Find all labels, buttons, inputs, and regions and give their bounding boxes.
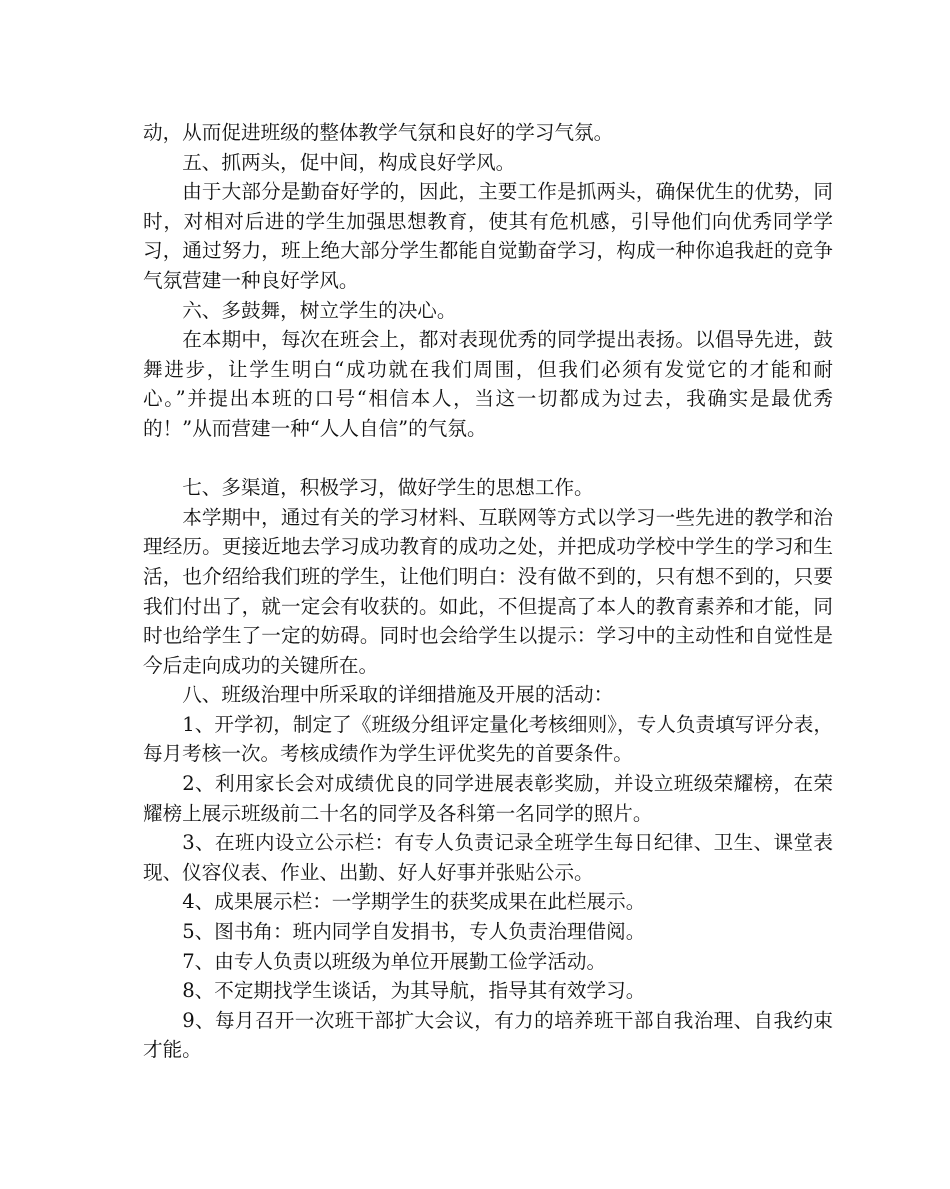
- paragraph-section-6: 在本期中，每次在班会上，都对表现优秀的同学提出表扬。以倡导先进，鼓舞进步，让学生明白“成功就在我们周围，但我们必须有发觉它的才能和耐心。”并提出本班的口号“相信本人，当这一切都成为过去，我确实是最优秀的！”从而营建一种“人人自信”的气氛。: [143, 328, 833, 440]
- section-heading-5: 五、抓两头，促中间，构成良好学风。: [182, 150, 516, 174]
- list-item-7: 7、由专人负责以班级为单位开展勤工俭学活动。: [182, 949, 607, 973]
- section-heading-6: 六、多鼓舞，树立学生的决心。: [182, 298, 457, 322]
- list-item-8: 8、不定期找学生谈话，为其导航，指导其有效学习。: [182, 979, 646, 1003]
- list-item-9: 9、每月召开一次班干部扩大会议，有力的培养班干部自我治理、自我约束才能。: [143, 1008, 833, 1062]
- list-item-2: 2、利用家长会对成绩优良的同学进展表彰奖励，并设立班级荣耀榜，在荣耀榜上展示班级前二十名的同学及各科第一名同学的照片。: [143, 772, 833, 825]
- list-item-1: 1、开学初，制定了《班级分组评定量化考核细则》，专人负责填写评分表，每月考核一次。考核成绩作为学生评优奖先的首要条件。: [143, 712, 833, 766]
- section-heading-8: 八、班级治理中所采取的详细措施及开展的活动：: [182, 683, 614, 707]
- section-heading-7: 七、多渠道，积极学习，做好学生的思想工作。: [182, 476, 594, 500]
- list-item-5: 5、图书角：班内同学自发捐书，专人负责治理借阅。: [182, 920, 646, 944]
- paragraph-continuation: 动，从而促进班级的整体教学气氛和良好的学习气氛。: [143, 121, 614, 144]
- paragraph-section-5: 由于大部分是勤奋好学的，因此，主要工作是抓两头，确保优生的优势，同时，对相对后进的学生加强思想教育，使其有危机感，引导他们向优秀同学学习，通过努力，班上绝大部分学生都能自觉勤奋学习，构成一种你追我赶的竞争气氛营建一种良好学风。: [143, 180, 833, 292]
- paragraph-section-7: 本学期中，通过有关的学习材料、互联网等方式以学习一些先进的教学和治理经历。更接近地去学习成功教育的成功之处，并把成功学校中学生的学习和生活，也介绍给我们班的学生，让他们明白：没有做不到的，只有想不到的，只要我们付出了，就一定会有收获的。如此，不但提高了本人的教育素养和才能，同时也给学生了一定的妨碍。同时也会给学生以提示：学习中的主动性和自觉性是今后走向成功的关键所在。: [143, 505, 833, 677]
- list-item-4: 4、成果展示栏：一学期学生的获奖成果在此栏展示。: [182, 890, 646, 914]
- list-item-3: 3、在班内设立公示栏：有专人负责记录全班学生每日纪律、卫生、课堂表现、仪容仪表、作业、出勤、好人好事并张贴公示。: [143, 831, 833, 884]
- document-body: [143, 118, 833, 1065]
